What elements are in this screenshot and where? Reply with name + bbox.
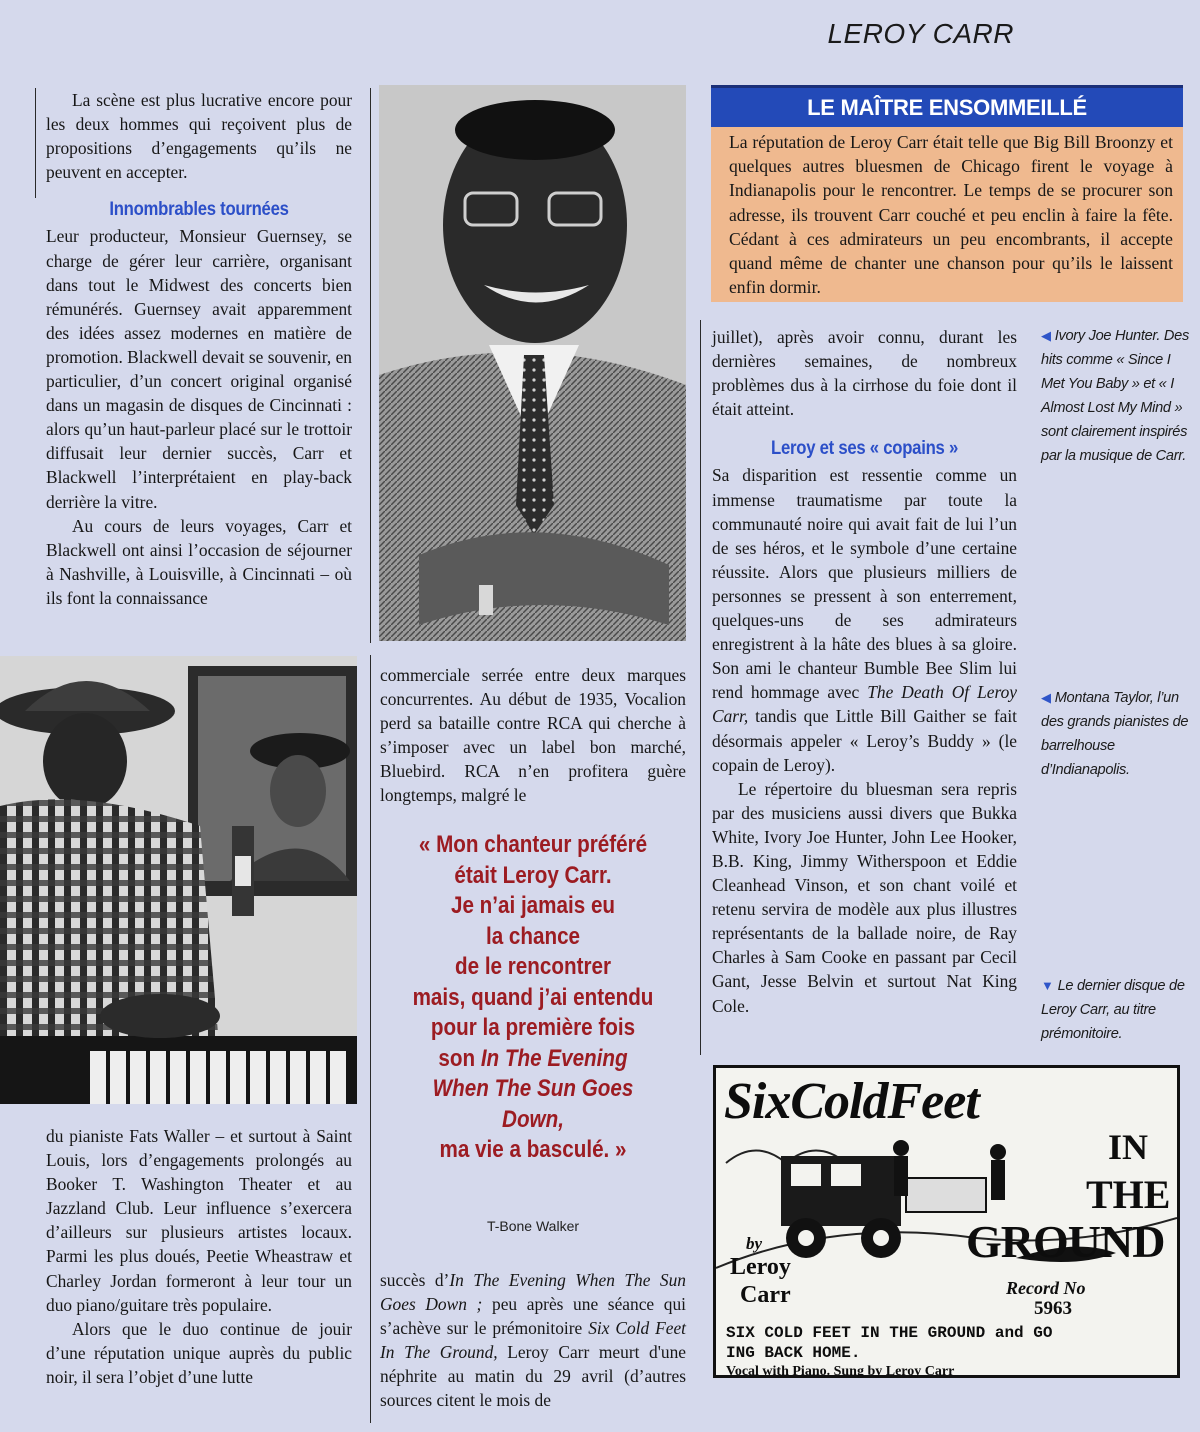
triangle-left-icon: ◀ (1041, 328, 1051, 343)
record-by: by (746, 1234, 763, 1253)
triangle-left-icon: ◀ (1041, 690, 1051, 705)
record-artist-first: Leroy (730, 1254, 791, 1280)
caption-dernier-disque (1041, 974, 1189, 1046)
quote-author: T-Bone Walker (486, 1218, 580, 1234)
column-rule (35, 88, 36, 198)
paragraph: juillet), après avoir connu, durant les dernières semaines, de nombreux problèmes dus à la cirrhose du foie dont il était atteint. (712, 327, 1017, 420)
paragraph: Leur producteur, Monsieur Guernsey, se charge de gérer leur carrière, organisant dans tout le Midwest des concerts bien rémunérés. Guernsey avait apparemment des idées assez modernes en matière de promotion. Blackwell devait se souvenir, en particulier, d’un concert original organisé dans un magasin de disques de Cincinnati : alors qu’un haut-parleur placé sur le trottoir diffusait leur dernier succès, Carr et Blackwell l’interprétaient en play-back derrière la vitre. (46, 226, 352, 512)
text-run: Leroy Carr meurt d'une néphrite au matin du 29 avril (d’autres sources citent le mois de (380, 1342, 686, 1411)
column-1-bottom (46, 1124, 352, 1389)
paragraph: commerciale serrée entre deux marques concurrentes. Au début de 1935, Vocalion perd sa bataille contre RCA qui cherche à s’imposer avec un label bon marché, Bluebird. RCA n’en profitera guère longtemps, malgré le (380, 665, 686, 806)
paragraph: Le répertoire du bluesman sera repris par des musiciens aussi divers que Bukka White, Ivory Joe Hunter, John Lee Hooker, B.B. King, Jimmy Witherspoon et Eddie Cleanhead Vinson, et son chant voilé et retenu servira de modèle aux plus illustres représentants de la ballade noire, de Ray Charles à Sam Cooke en passant par Cecil Gant, Jesse Belvin et surtout Nat King Cole. (712, 778, 1017, 1016)
quote-line: Je n’ai jamais eu (450, 892, 616, 919)
caption-text: Montana Taylor, l’un des grands pianistes de barrelhouse d’Indianapolis. (1041, 690, 1189, 778)
quote-song-title: In The Evening (480, 1044, 628, 1072)
caption-montana-taylor (1041, 686, 1189, 782)
quote-line (401, 1074, 666, 1135)
paragraph (712, 463, 1017, 776)
column-2-mid (380, 663, 686, 808)
paragraph: Alors que le duo continue de jouir d’une réputation unique auprès du public noir, il sera l’objet d’une lutte (46, 1318, 352, 1387)
caption-text: Le dernier disque de Leroy Carr, au titre prémonitoire. (1041, 978, 1185, 1042)
text-run: peu après une séance qui s’achève sur le prémonitoire (380, 1294, 686, 1339)
column-rule (700, 320, 701, 1055)
column-3 (712, 325, 1017, 1018)
caption-ivory-joe-hunter (1041, 324, 1189, 468)
record-advertisement (713, 1065, 1180, 1378)
text-run: Sa disparition est ressentie comme un immense traumatisme par toute la communauté noire qui avait fait de lui l’un de ses héros, et le symbole d’une certaine réussite. Alors que plusieurs milliers de personnes se pressent à son enterrement, quelques-uns de ses admirateurs enregistrent à la hâte des blues à sa gloire. Son ami le chanteur Bumble Bee Slim lui rend hommage avec (712, 465, 1017, 703)
text-run: succès d’ (380, 1270, 450, 1290)
quote-line: la chance (485, 922, 581, 950)
paragraph (380, 1268, 686, 1413)
record-label: Record No (1006, 1278, 1086, 1298)
quote-line: « Mon chanteur préféré (418, 831, 648, 858)
text-run: tandis que Little Bill Gaither se fait désormais appeler « Leroy’s Buddy » (le copain de Leroy). (712, 706, 1017, 775)
record-number: 5963 (1034, 1298, 1072, 1319)
caption-text: Ivory Joe Hunter. Des hits comme « Since I Met You Baby » et « I Almost Lost My Mind » sont clairement inspirés par la musique de Carr. (1041, 328, 1189, 464)
photo-montana-taylor (0, 656, 357, 1104)
song-title: In The Evening When The Sun Goes Down ; (380, 1270, 686, 1315)
song-title: The Death Of Leroy Carr, (712, 682, 1018, 727)
record-title-the: THE (1086, 1172, 1171, 1217)
paragraph: La scène est plus lucrative encore pour les deux hommes qui reçoivent plus de propositions d’engagements qu’ils ne peuvent en accepter. (46, 90, 352, 183)
quote-text: son (438, 1044, 481, 1072)
photo-leroy-carr (379, 85, 686, 641)
column-2-bottom (380, 1268, 686, 1413)
record-title-in: IN (1108, 1127, 1149, 1167)
record-bottom-line2: ING BACK HOME. (726, 1344, 861, 1362)
column-1-top (46, 88, 352, 610)
sidebar-body: La réputation de Leroy Carr était telle que Big Bill Broonzy et quelques autres bluesmen de Chicago firent le voyage à Indianapolis pour le rencontrer. Le temps de se procurer son adresse, ils trouvent Carr couché et peu enclin à faire la fête. Cédant à ces admirateurs un peu encombrants, il accepte quand même de chanter une chanson pour qu’ils le laissent enfin dormir. (729, 132, 1173, 298)
triangle-down-icon: ▼ (1041, 978, 1054, 993)
column-rule (370, 655, 371, 1423)
subheading-tournees: Innombrables tournées (109, 199, 289, 221)
record-bottom-line3: Vocal with Piano. Sung by Leroy Carr (726, 1364, 955, 1379)
record-artist-last: Carr (740, 1282, 791, 1308)
quote-line: de le rencontrer (454, 953, 612, 980)
quote-line: pour la première fois (430, 1014, 636, 1041)
quote-line: était Leroy Carr. (454, 861, 612, 889)
quote-line (401, 1044, 666, 1075)
sidebar-box (711, 127, 1183, 302)
quote-line: ma vie a basculé. » (439, 1136, 627, 1163)
subheading-copains: Leroy et ses « copains » (771, 438, 958, 460)
pull-quote (401, 830, 666, 1166)
quote-line: mais, quand j’ai entendu (412, 983, 654, 1011)
sidebar-title: LE MAÎTRE ENSOMMEILLÉ (711, 85, 1183, 127)
record-title-line1: SixColdFeet (724, 1073, 979, 1130)
record-title-ground: GROUND (966, 1216, 1165, 1267)
running-head: LEROY CARR (827, 18, 1014, 49)
quote-song-title: When The Sun Goes Down, (432, 1075, 634, 1133)
column-rule (370, 88, 371, 643)
paragraph: Au cours de leurs voyages, Carr et Blackwell ont ainsi l’occasion de séjourner à Nashville, à Louisville, à Cincinnati – où ils font la connaissance (46, 515, 352, 608)
song-title: Six Cold Feet In The Ground, (380, 1318, 687, 1363)
record-bottom-line1: SIX COLD FEET IN THE GROUND and GO (726, 1324, 1053, 1342)
paragraph: du pianiste Fats Waller – et surtout à Saint Louis, lors d’engagements prolongés au Booker T. Washington Theater et au Jazzland Club. Leur influence s’exercera d’ailleurs sur plusieurs artistes locaux. Parmi les plus doués, Peetie Wheastraw et Charley Jordan formeront à leur tour un duo piano/guitare très populaire. (46, 1126, 352, 1315)
